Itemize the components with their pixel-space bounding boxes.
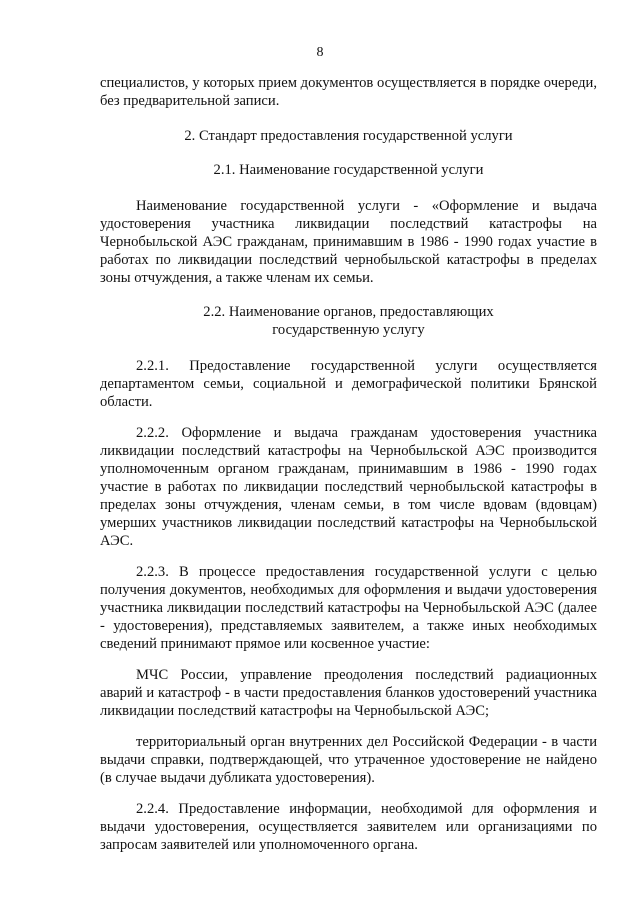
paragraph-territorial-organ: территориальный орган внутренних дел Российской Федерации - в части выдачи справки, подтверждающей, что утраченное удостоверение не найдено (в случае выдачи дубликата удостоверения).: [100, 734, 597, 786]
paragraph-2-2-2: 2.2.2. Оформление и выдача гражданам удостоверения участника ликвидации последствий катастрофы на Чернобыльской АЭС производится уполномоченным органом гражданам, принимавшим в 1986 - 1990 годах участие в работах по ликвидации последствий чернобыльской катастрофы в пределах зоны отчуждения, членам семьи, в том числе вдовам (вдовцам) умерших участников ликвидации последствий катастрофы на Чернобыльской АЭС.: [100, 425, 597, 549]
paragraph-2-2-1: 2.2.1. Предоставление государственной услуги осуществляется департаментом семьи, социальной и демографической политики Брянской области.: [100, 358, 597, 410]
document-body: [100, 74, 597, 854]
paragraph-2-2-3: 2.2.3. В процессе предоставления государственной услуги с целью получения документов, необходимых для оформления и выдачи удостоверения участника ликвидации последствий катастрофы на Чернобыльской АЭС (далее - удостоверения), представляемых заявителем, а также иных необходимых сведений принимают прямое или косвенное участие:: [100, 564, 597, 652]
subsection-2-2-title-line1: 2.2. Наименование органов, предоставляющих: [203, 304, 494, 320]
subsection-2-1-title: 2.1. Наименование государственной услуги: [213, 162, 484, 178]
subsection-2-2-title-line2: государственную услугу: [272, 322, 425, 338]
page-number: 8: [316, 45, 324, 60]
continuation-paragraph: специалистов, у которых прием документов осуществляется в порядке очереди, без предварительной записи.: [100, 75, 597, 109]
service-name-paragraph: Наименование государственной услуги - «Оформление и выдача удостоверения участника ликвидации последствий катастрофы на Чернобыльской АЭС гражданам, принимавшим в 1986 - 1990 годах участие в работах по ликвидации последствий чернобыльской катастрофы в пределах зоны отчуждения, а также членам их семьи.: [100, 198, 597, 286]
paragraph-2-2-4: 2.2.4. Предоставление информации, необходимой для оформления и выдачи удостоверения, осуществляется заявителем или организациями по запросам заявителей или уполномоченного органа.: [100, 801, 597, 853]
paragraph-mchs: МЧС России, управление преодоления последствий радиационных аварий и катастроф - в части предоставления бланков удостоверений участника ликвидации последствий катастрофы на Чернобыльской АЭС;: [100, 667, 597, 719]
section-title: 2. Стандарт предоставления государственной услуги: [184, 128, 513, 144]
subsection-2-2-title: [100, 303, 597, 339]
